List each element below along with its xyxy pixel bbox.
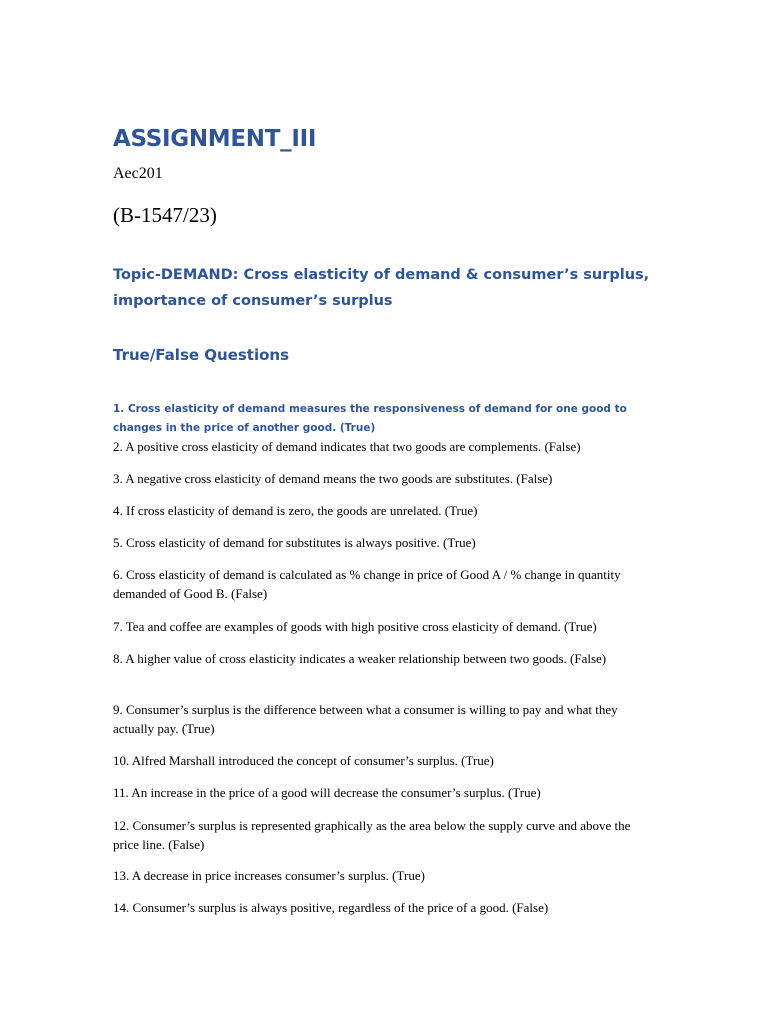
question-item: 14. Consumer’s surplus is always positive, regardless of the price of a good. (False) [113, 900, 549, 915]
question-item: 9. Consumer’s surplus is the difference between what a consumer is willing to pay and what they actually pay. (True) [113, 702, 618, 736]
question-item: 6. Cross elasticity of demand is calculated as % change in price of Good A / % change in quantity demanded of Good B. (False) [113, 567, 621, 601]
question-item: 7. Tea and coffee are examples of goods with high positive cross elasticity of demand. (True) [113, 619, 597, 634]
section-heading: True/False Questions [113, 346, 290, 364]
question-item: 11. An increase in the price of a good will decrease the consumer’s surplus. (True) [113, 785, 541, 800]
question-item: 8. A higher value of cross elasticity indicates a weaker relationship between two goods. (False) [113, 651, 607, 666]
question-item: 4. If cross elasticity of demand is zero, the goods are unrelated. (True) [113, 503, 478, 518]
roll-number: (B-1547/23) [113, 203, 217, 227]
assignment-title: ASSIGNMENT_III [113, 126, 317, 152]
course-code: Aec201 [113, 165, 163, 182]
question-item: 2. A positive cross elasticity of demand indicates that two goods are complements. (False) [113, 439, 581, 454]
question-item: 1. Cross elasticity of demand measures the responsiveness of demand for one good to changes in the price of another good. (True) [113, 403, 627, 434]
topic-heading: Topic-DEMAND: Cross elasticity of demand & consumer’s surplus, importance of consumer’s surplus [113, 267, 650, 309]
question-item: 10. Alfred Marshall introduced the concept of consumer’s surplus. (True) [113, 753, 494, 768]
question-item: 3. A negative cross elasticity of demand means the two goods are substitutes. (False) [113, 471, 553, 486]
question-item: 13. A decrease in price increases consumer’s surplus. (True) [113, 868, 425, 883]
question-item: 5. Cross elasticity of demand for substitutes is always positive. (True) [113, 535, 476, 550]
question-item: 12. Consumer’s surplus is represented graphically as the area below the supply curve and above the price line. (False) [113, 818, 631, 852]
